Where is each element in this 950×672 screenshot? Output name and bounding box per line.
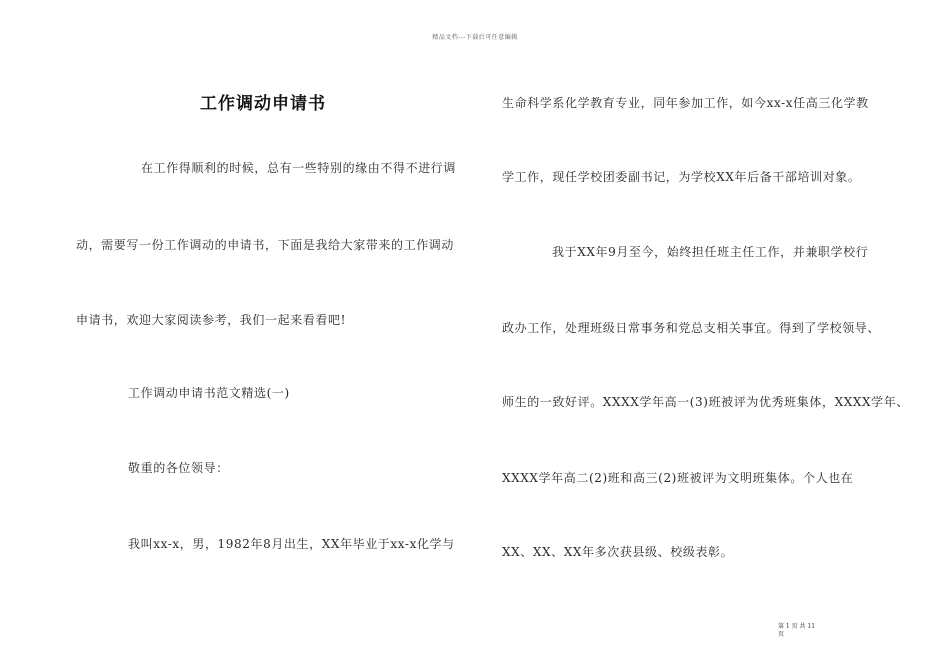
left-paragraph-line-3: 申请书，欢迎大家阅读参考，我们一起来看看吧! [76, 313, 347, 327]
right-paragraph-line-1: 生命科学系化学教育专业，同年参加工作，如今xx-x任高三化学教 [502, 96, 869, 110]
right-paragraph-line-7: XX、XX、XX年多次获县级、校级表彰。 [502, 545, 734, 559]
page-number-line-1: 第 1 页 共 11 [778, 623, 816, 630]
document-title: 工作调动申请书 [200, 94, 326, 114]
left-paragraph-line-6: 我叫xx-x，男，1982年8月出生，XX年毕业于xx-x化学与 [128, 537, 455, 551]
right-paragraph-line-5: 师生的一致好评。XXXX学年高一(3)班被评为优秀班集体，XXXX学年、 [502, 395, 909, 409]
page-number-line-2: 页 [778, 631, 785, 638]
left-paragraph-line-1: 在工作得顺利的时候，总有一些特别的缘由不得不进行调 [141, 161, 457, 175]
right-paragraph-line-2: 学工作，现任学校团委副书记，为学校XX年后备干部培训对象。 [502, 170, 861, 184]
right-paragraph-line-3: 我于XX年9月至今，始终担任班主任工作，并兼职学校行 [552, 245, 869, 259]
left-paragraph-line-5: 敬重的各位领导： [128, 461, 229, 475]
left-paragraph-line-4: 工作调动申请书范文精选(一) [128, 386, 290, 400]
right-paragraph-line-6: XXXX学年高二(2)班和高三(2)班被评为文明班集体。个人也在 [502, 471, 854, 485]
page-number [778, 623, 815, 639]
header-note: 精品文档---下载后可任意编辑 [432, 34, 518, 41]
left-paragraph-line-2: 动，需要写一份工作调动的申请书，下面是我给大家带来的工作调动 [76, 238, 455, 252]
right-paragraph-line-4: 政办工作，处理班级日常事务和党总支相关事宜。得到了学校领导、 [502, 321, 881, 335]
